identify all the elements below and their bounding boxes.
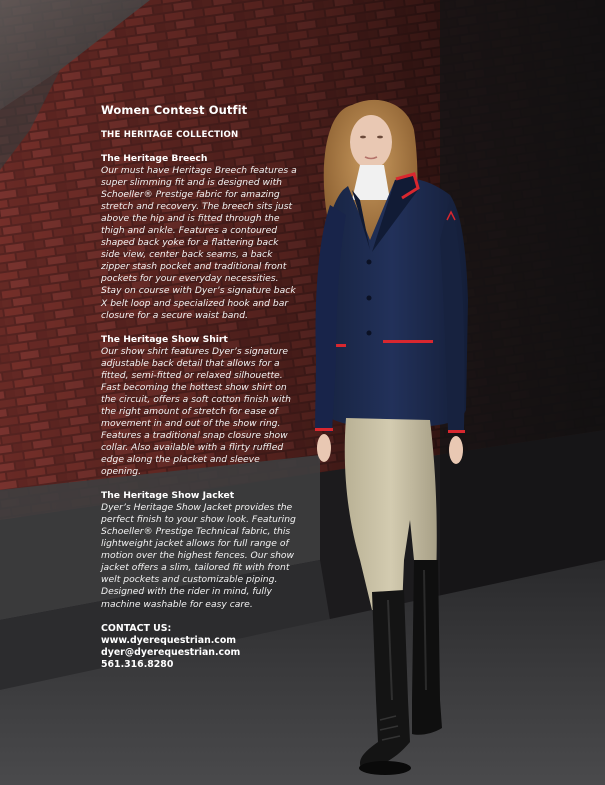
section-body: Our must have Heritage Breech features a super slimming fit and is designed with Schoeller® Prestige fabric for amazing stretch and recovery. The breech sits just above the hip and is fitted through the thigh and ankle. Features a contoured shaped back yoke for a flattering back side view, center back seams, a back zipper stash pocket and traditional front pockets for your everyday necessities. Stay on course with Dyer’s signature back X belt loop and specialized hook and bar closure for a secure waist band. [101,165,297,321]
contact-phone: 561.316.8280 [101,659,174,671]
article-copy [101,103,307,671]
section-body: Dyer’s Heritage Show Jacket provides the perfect finish to your show look. Featuring Schoeller® Prestige Technical fabric, this lightweight jacket allows for full range of motion over the highest fences. Our show jacket offers a slim, tailored fit with front welt pockets and customizable piping. Designed with the rider in mind, fully machine washable for easy care. [101,502,296,610]
section-title: The Heritage Show Jacket [101,490,235,502]
section-show-shirt [101,334,307,479]
collection-title: THE HERITAGE COLLECTION [101,130,239,140]
contact-email-link[interactable]: dyer@dyerequestrian.com [101,646,241,658]
contact-website-link[interactable]: www.dyerequestrian.com [101,634,237,646]
section-body: Our show shirt features Dyer’s signature adjustable back detail that allows for a fitted, semi-fitted or relaxed silhouette. Fast becoming the hottest show shirt on the circuit, offers a soft cotton finish with the right amount of stretch for ease of movement in and out of the show ring. Features a traditional snap closure show collar. Also available with a flirty ruffled edge along the placket and sleeve opening. [101,345,291,478]
section-breech [101,153,307,322]
page-heading: Women Contest Outfit [101,103,248,117]
contact-label: CONTACT US: [101,622,172,634]
contact-block [101,623,307,672]
section-title: The Heritage Breech [101,153,208,164]
section-show-jacket [101,490,307,610]
section-title: The Heritage Show Shirt [101,333,228,345]
